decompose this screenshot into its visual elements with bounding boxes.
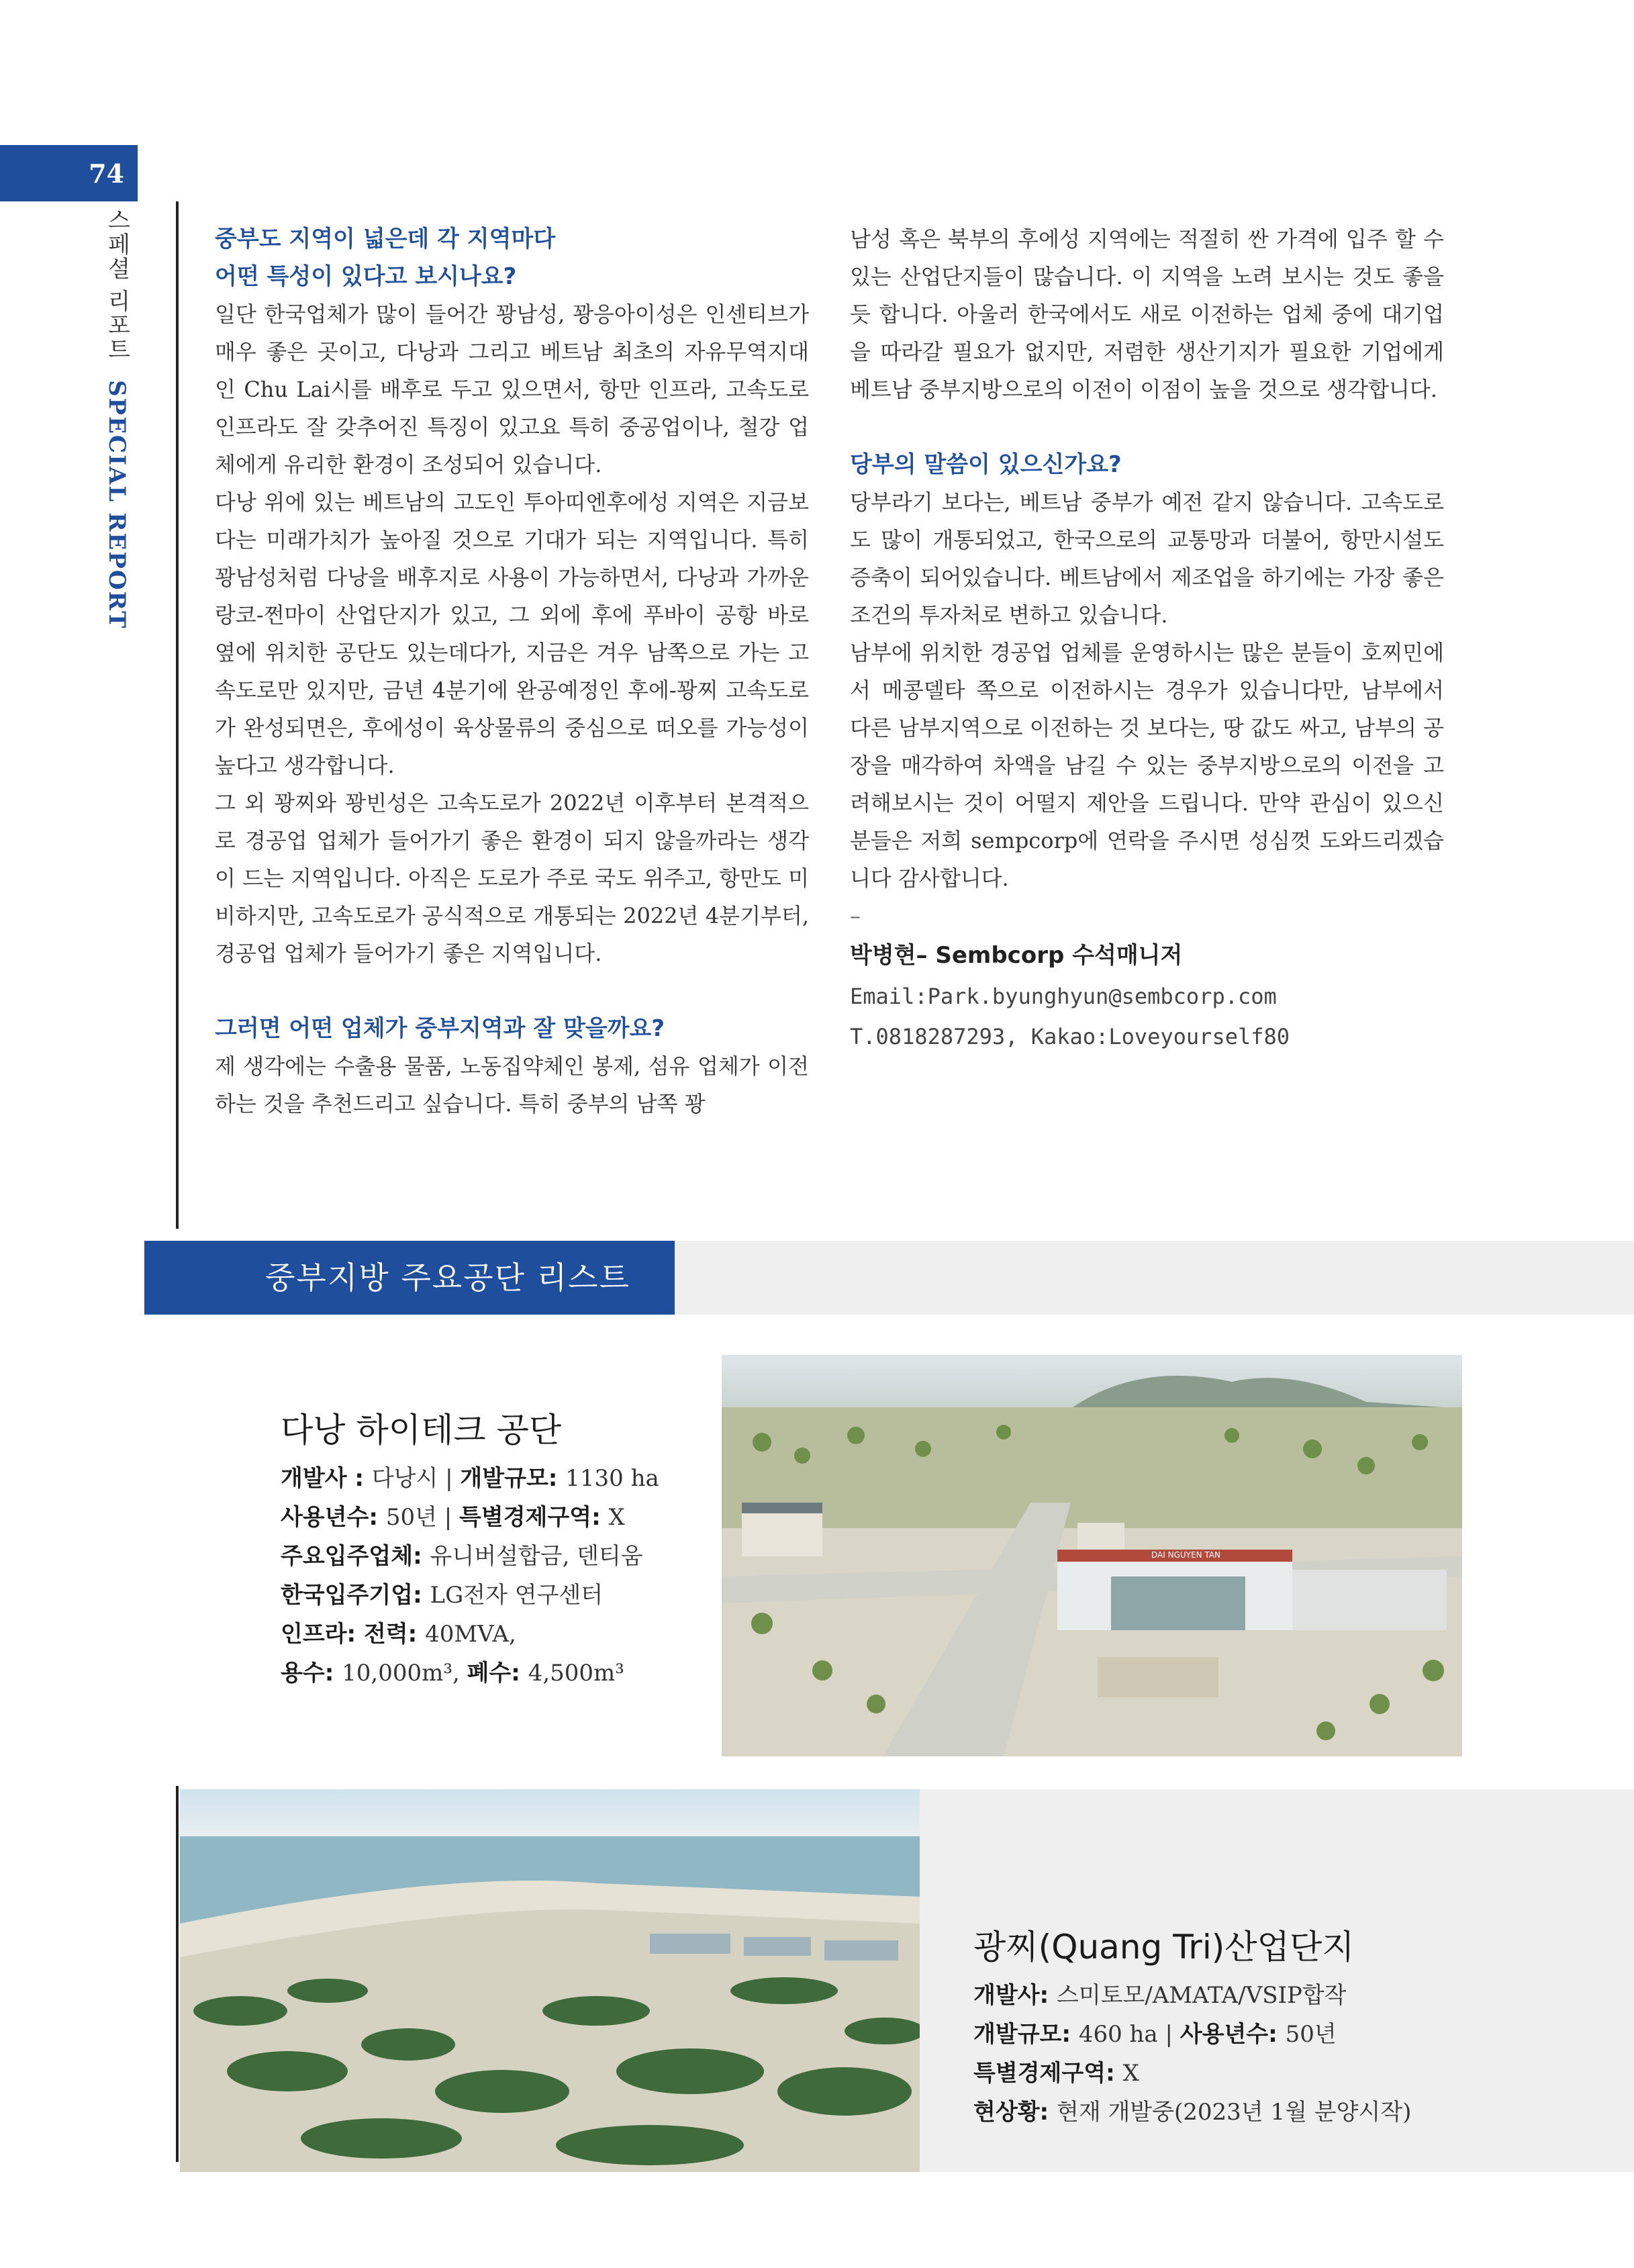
- info-value: 유니버설합금, 덴티움: [430, 1543, 643, 1570]
- info-key: 특별경제구역:: [459, 1504, 609, 1531]
- info-key: 한국입주기업:: [281, 1582, 430, 1609]
- park-info-quangtri: [973, 1924, 1618, 2132]
- park-info-line: [281, 1498, 683, 1537]
- park-info-danang: [281, 1407, 683, 1693]
- article-left-column: [215, 220, 809, 1123]
- info-key: 용수:: [281, 1660, 342, 1687]
- signature-dash: –: [850, 903, 861, 929]
- interview-question: 당부의 말씀이 있으신가요?: [850, 451, 1122, 478]
- interview-question: 어떤 특성이 있다고 보시나요?: [215, 263, 517, 290]
- info-key: 개발사 :: [281, 1465, 372, 1492]
- quang-tri-coast-photo: [180, 1789, 920, 2172]
- interview-answer: 남성 혹은 북부의 후에성 지역에는 적절히 싼 가격에 입주 할 수 있는 산업단지들이 많습니다. 이 지역을 노려 보시는 것도 좋을 듯 합니다. 아울러 한국에서도 새로 이전하는 업체 중에 대기업을 따라갈 필요가 없지만, 저렴한 생산기지가 필요한 기업에게 베트남 중부지방으로의 이전이 이점이 높을 것으로 생각합니다.: [850, 226, 1444, 402]
- park-info-line: [281, 1537, 683, 1576]
- interview-answer: 남부에 위치한 경공업 업체를 운영하시는 많은 분들이 호찌민에서 메콩델타 쪽으로 이전하시는 경우가 있습니다만, 남부에서 다른 남부지역으로 이전하는 것 보다는, 땅 값도 싸고, 남부의 공장을 매각하여 차액을 남길 수 있는 중부지방으로의 이전을 고려해보시는 것이 어떨지 제안을 드립니다. 만약 관심이 있으신 분들은 저희 sempcorp에 연락을 주시면 성심껏 도와드리겠습니다 감사합니다.: [850, 640, 1444, 891]
- info-value: 1130 ha: [565, 1465, 659, 1492]
- info-value: LG전자 연구센터: [430, 1582, 604, 1609]
- info-value: 460 ha |: [1078, 2021, 1180, 2048]
- interview-answer: 당부라기 보다는, 베트남 중부가 예전 같지 않습니다. 고속도로도 많이 개통되었고, 한국으로의 교통망과 더불어, 항만시설도 증축이 되어있습니다. 베트남에서 제조업을 하기에는 가장 좋은 조건의 투자처로 변하고 있습니다.: [850, 489, 1444, 628]
- interview-answer: 그 외 꽝찌와 꽝빈성은 고속도로가 2022년 이후부터 본격적으로 경공업 업체가 들어가기 좋은 환경이 되지 않을까라는 생각이 드는 지역입니다. 아직은 도로가 주로 국도 위주고, 항만도 미비하지만, 고속도로가 공식적으로 개통되는 2022년 4분기부터, 경공업 업체가 들어가기 좋은 지역입니다.: [215, 790, 809, 966]
- info-value: 40MVA,: [425, 1621, 516, 1648]
- info-value: 다낭시 |: [371, 1465, 461, 1492]
- signature-name: 박병현– Sembcorp 수석매니저: [850, 942, 1183, 969]
- danang-hitech-park-photo: [722, 1355, 1462, 1756]
- park-info-line: [973, 2054, 1618, 2093]
- info-value: X: [608, 1504, 625, 1531]
- paragraph-gap: [850, 408, 1444, 446]
- info-value: 50년 |: [385, 1504, 459, 1531]
- margin-rule-lower: [176, 1786, 179, 2162]
- paragraph-gap: [215, 972, 809, 1010]
- park-info-line: [281, 1459, 683, 1498]
- aerial-coastline-image: [180, 1789, 920, 2172]
- park-info-line: [281, 1615, 683, 1654]
- interview-question: 그러면 어떤 업체가 중부지역과 잘 맞을까요?: [215, 1015, 665, 1042]
- section-header-bar: [144, 1241, 1634, 1315]
- info-key: 인프라: 전력:: [281, 1621, 426, 1648]
- signature-phone: T.0818287293, Kakao:Loveyourself80: [850, 1024, 1290, 1049]
- section-side-label: [101, 208, 134, 629]
- side-label-english: SPECIAL REPORT: [103, 379, 130, 630]
- info-value: X: [1122, 2060, 1139, 2087]
- info-value: 현재 개발중(2023년 1월 분양시작): [1056, 2099, 1412, 2126]
- info-key: 개발규모:: [460, 1465, 566, 1492]
- section-title: 중부지방 주요공단 리스트: [144, 1241, 675, 1315]
- info-value: 10,000m³,: [342, 1660, 467, 1687]
- info-key: 주요입주업체:: [281, 1543, 430, 1570]
- park-info-line: [281, 1654, 683, 1693]
- interview-answer: 제 생각에는 수출용 물품, 노동집약체인 봉제, 섬유 업체가 이전하는 것을 추천드리고 싶습니다. 특히 중부의 남쪽 꽝: [215, 1053, 809, 1117]
- interview-answer: 다낭 위에 있는 베트남의 고도인 투아띠엔후에성 지역은 지금보다는 미래가치가 높아질 것으로 기대가 되는 지역입니다. 특히 꽝남성처럼 다낭을 배후지로 사용이 가능하면서, 다낭과 가까운 랑코-쩐마이 산업단지가 있고, 그 외에 후에 푸바이 공항 바로 옆에 위치한 공단도 있는데다가, 지금은 겨우 남쪽으로 가는 고속도로만 있지만, 금년 4분기에 완공예정인 후에-꽝찌 고속도로가 완성되면은, 후에성이 육상물류의 중심으로 떠오를 가능성이 높다고 생각합니다.: [215, 489, 809, 778]
- margin-rule: [176, 201, 179, 1229]
- side-label-korean: 스페셜 리포트: [103, 208, 130, 362]
- signature-email: Email:Park.byunghyun@sembcorp.com: [850, 984, 1277, 1009]
- info-key: 개발규모:: [973, 2021, 1079, 2048]
- page-number-tab: [0, 145, 138, 201]
- info-value: 4,500m³: [528, 1660, 624, 1687]
- info-value: 스미토모/AMATA/VSIP합작: [1056, 1982, 1347, 2009]
- info-key: 사용년수:: [1180, 2021, 1286, 2048]
- park-info-line: [973, 2015, 1618, 2054]
- aerial-industrial-park-image: [722, 1355, 1462, 1756]
- park-info-line: [973, 2093, 1618, 2132]
- interview-answer: 일단 한국업체가 많이 들어간 꽝남성, 꽝응아이성은 인센티브가 매우 좋은 곳이고, 다낭과 그리고 베트남 최초의 자유무역지대인 Chu Lai시를 배후로 두고 있으면서, 항만 인프라, 고속도로 인프라도 잘 갖추어진 특징이 있고요 특히 중공업이나, 철강 업체에게 유리한 환경이 조성되어 있습니다.: [215, 301, 809, 477]
- park-title: 광찌(Quang Tri)산업단지: [973, 1928, 1355, 1967]
- article-right-column: [850, 220, 1444, 1057]
- park-info-line: [281, 1576, 683, 1615]
- info-key: 사용년수:: [281, 1504, 386, 1531]
- info-key: 폐수:: [467, 1660, 528, 1687]
- info-key: 특별경제구역:: [973, 2060, 1123, 2087]
- info-key: 현상황:: [973, 2099, 1057, 2126]
- park-info-line: [973, 1976, 1618, 2015]
- interview-question: 중부도 지역이 넓은데 각 지역마다: [215, 226, 556, 252]
- page-number: 74: [89, 158, 124, 189]
- park-title: 다낭 하이테크 공단: [281, 1411, 562, 1450]
- info-key: 개발사:: [973, 1982, 1057, 2009]
- photo-sign-text: DAI NGUYEN TAN: [1151, 1550, 1220, 1560]
- info-value: 50년: [1285, 2021, 1337, 2048]
